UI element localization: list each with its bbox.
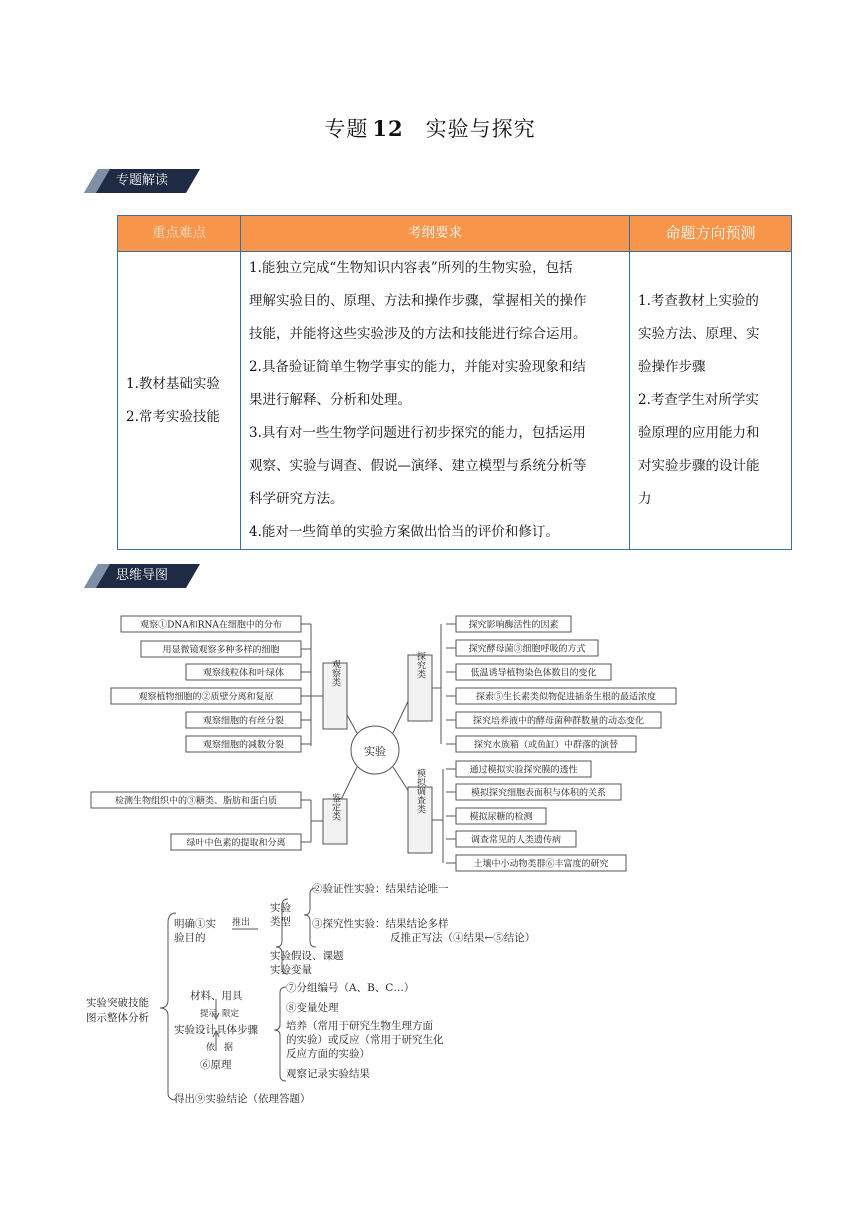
syllabus-line: 理解实验目的、原理、方法和操作步骤，掌握相关的操作 [249,293,587,309]
leaf-label: 调查常见的人类遗传病 [470,835,562,846]
syllabus-line: 3.具有对一些生物学问题进行初步探究的能力，包括运用 [249,425,586,441]
flow-type-line2: 类型 [270,916,291,928]
leaf-label: 观察线粒体和叶绿体 [202,668,285,679]
banner-label: 专题解读 [115,173,168,188]
header-prediction: 命题方向预测 [630,216,792,252]
cell-key-points [118,252,241,550]
observe-items [111,616,311,752]
flow-step: 培养（常用于研究生物生理方面 [286,1020,433,1032]
leaf-label: 观察细胞的减数分裂 [202,740,285,751]
mind-center: 实验 [364,745,386,758]
flow-infer: 推出 [232,918,251,928]
leaf-label: 模拟探究细胞表面积与体积的关系 [470,788,607,799]
prediction-line: 验原理的应用能力和 [638,425,760,441]
category-observe: 观察类 [330,659,340,687]
title-prefix: 专题 [324,117,369,141]
leaf-label: 模拟尿糖的检测 [469,812,533,823]
mind-map [78,605,678,1110]
syllabus-line: 1.能独立完成“生物知识内容表”所列的生物实验，包括 [249,260,573,276]
flow-limit: 限定 [222,1009,240,1019]
leaf-label: 绿叶中色素的提取和分离 [186,838,286,849]
flow-hyp-line2: 实验变量 [270,964,312,976]
leaf-label: 观察①DNA和RNA在细胞中的分布 [140,620,282,631]
flow-purpose-line2: 验目的 [174,932,206,944]
leaf-label: 观察细胞的有丝分裂 [202,716,285,727]
leaf-label: 通过模拟实验探究膜的透性 [469,765,578,776]
flow-design: 实验设计具体步骤 [174,1024,258,1036]
leaf-label: 探究酵母菌③细胞呼吸的方式 [468,644,586,655]
prediction-line: 力 [638,491,652,507]
category-identify: 鉴定类 [330,793,340,821]
prediction-line: 1.考查教材上实验的 [638,293,759,309]
prediction-line: 实验方法、原理、实 [638,326,760,342]
flow-hyp-line1: 实验假设、课题 [270,950,344,962]
flow-reverse: 反推正写法（④结果←⑤结论） [390,932,536,944]
syllabus-line: 观察、实验与调查、假说—演绎、建立模型与系统分析等 [249,458,587,474]
flow-verify: ②验证性实验：结果结论唯一 [312,883,449,895]
flow-step: ⑧变量处理 [286,1002,339,1014]
flow-root-line1: 实验突破技能 [86,997,149,1009]
flow-step: 观察记录实验结果 [286,1068,370,1080]
flow-step: 的实验）或反应（常用于研究生化 [286,1034,444,1046]
leaf-label: 检测生物组织中的③糖类、脂肪和蛋白质 [114,796,278,807]
prediction-line: 2.考查学生对所学实 [638,392,759,408]
header-syllabus: 考纲要求 [241,216,630,252]
syllabus-line: 2.具备验证简单生物学事实的能力，并能对实验现象和结 [249,359,586,375]
syllabus-line: 技能，并能将这些实验涉及的方法和技能进行综合运用。 [249,326,587,342]
cell-syllabus [241,252,630,550]
leaf-label: 低温诱导植物染色体数目的变化 [470,668,597,679]
flow-hint: 提示 [200,1009,218,1019]
leaf-label: 探究影响酶活性的因素 [468,620,559,631]
flow-explore: ③探究性实验：结果结论多样 [312,918,449,930]
syllabus-line: 4.能对一些简单的实验方案做出恰当的评价和修订。 [249,524,559,540]
explore-items [446,616,676,752]
category-explore: 探究类 [415,651,425,679]
section-banner-mindmap [84,564,200,588]
title-name: 实验与探究 [425,117,536,141]
flow-conclusion: 得出⑨实验结论（依理答题） [174,1093,311,1105]
banner-label: 思维导图 [115,568,168,583]
flow-purpose-line1: 明确①实 [174,918,216,930]
flow-type-line1: 实验 [270,902,291,914]
key-point: 2.常考实验技能 [126,408,220,425]
prediction-line: 验操作步骤 [638,359,706,375]
syllabus-line: 科学研究方法。 [249,491,344,507]
header-key-points: 重点难点 [118,216,241,252]
flow-step: 反应方面的实验） [286,1048,370,1060]
title-number: 12 [372,116,404,141]
leaf-label: 用显微镜观察多种多样的细胞 [162,645,280,656]
leaf-label: 观察植物细胞的②质壁分离和复原 [138,692,274,703]
leaf-label: 探索⑤生长素类似物促进插条生根的最适浓度 [475,692,657,703]
leaf-label: 探究水族箱（或鱼缸）中群落的演替 [473,740,619,751]
key-point: 1.教材基础实验 [126,375,220,392]
cell-prediction [630,252,792,550]
topic-table [117,215,792,550]
prediction-line: 对实验步骤的设计能 [638,458,760,474]
syllabus-line: 果进行解释、分析和处理。 [249,392,411,408]
page-title [0,113,860,143]
leaf-label: 土壤中小动物类群⑥丰富度的研究 [473,859,609,870]
flow-root-line2: 图示整体分析 [86,1012,149,1024]
model-items [446,761,626,871]
flow-principle: ⑥原理 [200,1059,232,1071]
flow-material: 材料、用具 [190,990,243,1002]
flow-basis-2: 据 [224,1043,234,1053]
identify-items [91,792,311,850]
leaf-label: 探究培养液中的酵母菌种群数量的动态变化 [472,716,645,727]
flow-step: ⑦分组编号（A、B、C…） [286,982,415,994]
flow-basis-1: 依 [206,1043,216,1053]
category-model: 模拟调查类 [415,768,425,814]
section-banner-topic [84,169,200,193]
